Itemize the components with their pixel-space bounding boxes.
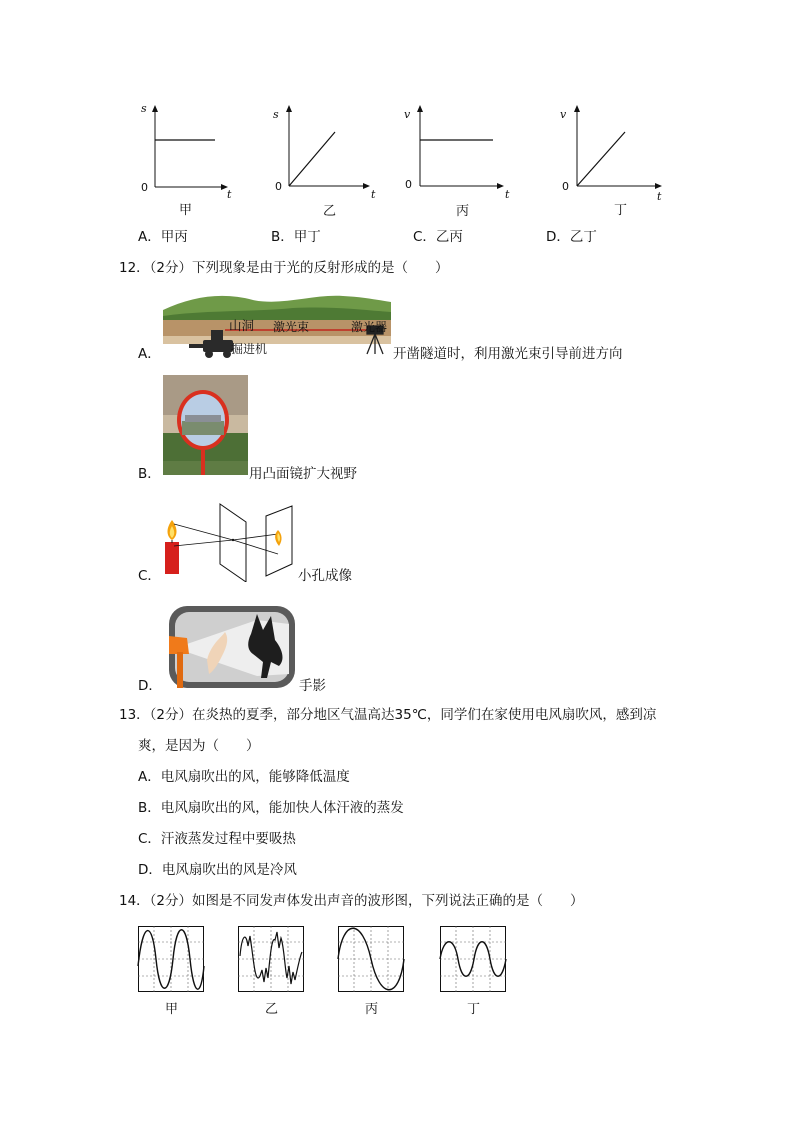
wave-bing-svg xyxy=(338,926,404,994)
x-label: t xyxy=(657,190,662,203)
graph-jia xyxy=(135,102,245,217)
graph-caption: 乙 xyxy=(323,204,337,219)
q12-option-b-desc: 用凸面镜扩大视野 xyxy=(249,466,357,482)
q12-option-b-letter[interactable]: B． xyxy=(138,466,161,482)
q13-option-d[interactable]: D．电风扇吹出的风是冷风 xyxy=(138,862,297,878)
graph-bing xyxy=(401,102,516,217)
graph-caption: 丙 xyxy=(456,204,470,219)
wave-caption-ding: 丁 xyxy=(467,1002,481,1017)
y-label: s xyxy=(141,102,147,115)
q13-stem-line1: 13．（2分）在炎热的夏季，部分地区气温高达35℃，同学们在家使用电风扇吹风，感到凉 xyxy=(119,707,657,723)
label-boring-machine: 掘进机 xyxy=(231,342,268,356)
pinhole-image xyxy=(160,502,298,582)
graph-line xyxy=(577,132,625,186)
label-cave: 山洞 xyxy=(229,318,255,333)
origin-label: 0 xyxy=(141,181,148,194)
wave-caption-bing: 丙 xyxy=(365,1002,379,1017)
label-laser-beam: 激光束 xyxy=(273,320,310,334)
wave-bing xyxy=(338,926,404,994)
wave-yi-svg xyxy=(238,926,304,994)
q11-option-c[interactable]: C．乙丙 xyxy=(413,229,463,245)
origin-label: 0 xyxy=(562,180,569,193)
graph-caption: 甲 xyxy=(179,203,193,218)
origin-label: 0 xyxy=(405,178,412,191)
wave-ding xyxy=(440,926,506,994)
wave-caption-yi: 乙 xyxy=(265,1002,279,1017)
x-label: t xyxy=(505,188,510,201)
graph-ding xyxy=(557,102,672,217)
q13-option-c[interactable]: C．汗液蒸发过程中要吸热 xyxy=(138,831,296,847)
graph-yi xyxy=(269,102,384,217)
q12-stem: 12．（2分）下列现象是由于光的反射形成的是（ ） xyxy=(119,260,449,276)
q12-option-a-desc: 开凿隧道时，利用激光束引导前进方向 xyxy=(393,346,623,362)
y-label: v xyxy=(404,108,411,121)
q13-stem-line2: 爽，是因为（ ） xyxy=(138,738,260,754)
q12-option-c-letter[interactable]: C． xyxy=(138,568,161,584)
q12-option-c-desc: 小孔成像 xyxy=(298,568,352,584)
q11-option-d[interactable]: D．乙丁 xyxy=(546,229,597,245)
hand-shadow-svg xyxy=(167,604,297,690)
wave-jia-svg xyxy=(138,926,204,994)
q14-stem: 14．（2分）如图是不同发声体发出声音的波形图，下列说法正确的是（ ） xyxy=(119,893,584,909)
x-label: t xyxy=(227,188,232,201)
hand-shadow-image xyxy=(167,604,297,690)
wave-ding-svg xyxy=(440,926,506,994)
y-label: v xyxy=(560,108,567,121)
wave-yi xyxy=(238,926,304,994)
origin-label: 0 xyxy=(275,180,282,193)
pinhole-svg xyxy=(160,502,298,582)
graph-caption: 丁 xyxy=(614,203,628,218)
q12-option-a-letter[interactable]: A． xyxy=(138,346,161,362)
tunnel-image xyxy=(163,288,391,358)
x-label: t xyxy=(371,188,376,201)
q12-option-d-desc: 手影 xyxy=(299,678,326,694)
q12-option-d-letter[interactable]: D． xyxy=(138,678,162,694)
convex-mirror-image xyxy=(163,375,248,475)
q13-option-b[interactable]: B．电风扇吹出的风，能加快人体汗液的蒸发 xyxy=(138,800,404,816)
y-label: s xyxy=(273,108,279,121)
wave-caption-jia: 甲 xyxy=(165,1002,179,1017)
q11-option-b[interactable]: B．甲丁 xyxy=(271,229,321,245)
label-laser: 激光器 xyxy=(351,320,388,334)
graph-line xyxy=(289,132,335,186)
convex-mirror-svg xyxy=(163,375,248,475)
q11-option-a[interactable]: A．甲丙 xyxy=(138,229,188,245)
q13-option-a[interactable]: A．电风扇吹出的风，能够降低温度 xyxy=(138,769,350,785)
wave-jia xyxy=(138,926,204,994)
